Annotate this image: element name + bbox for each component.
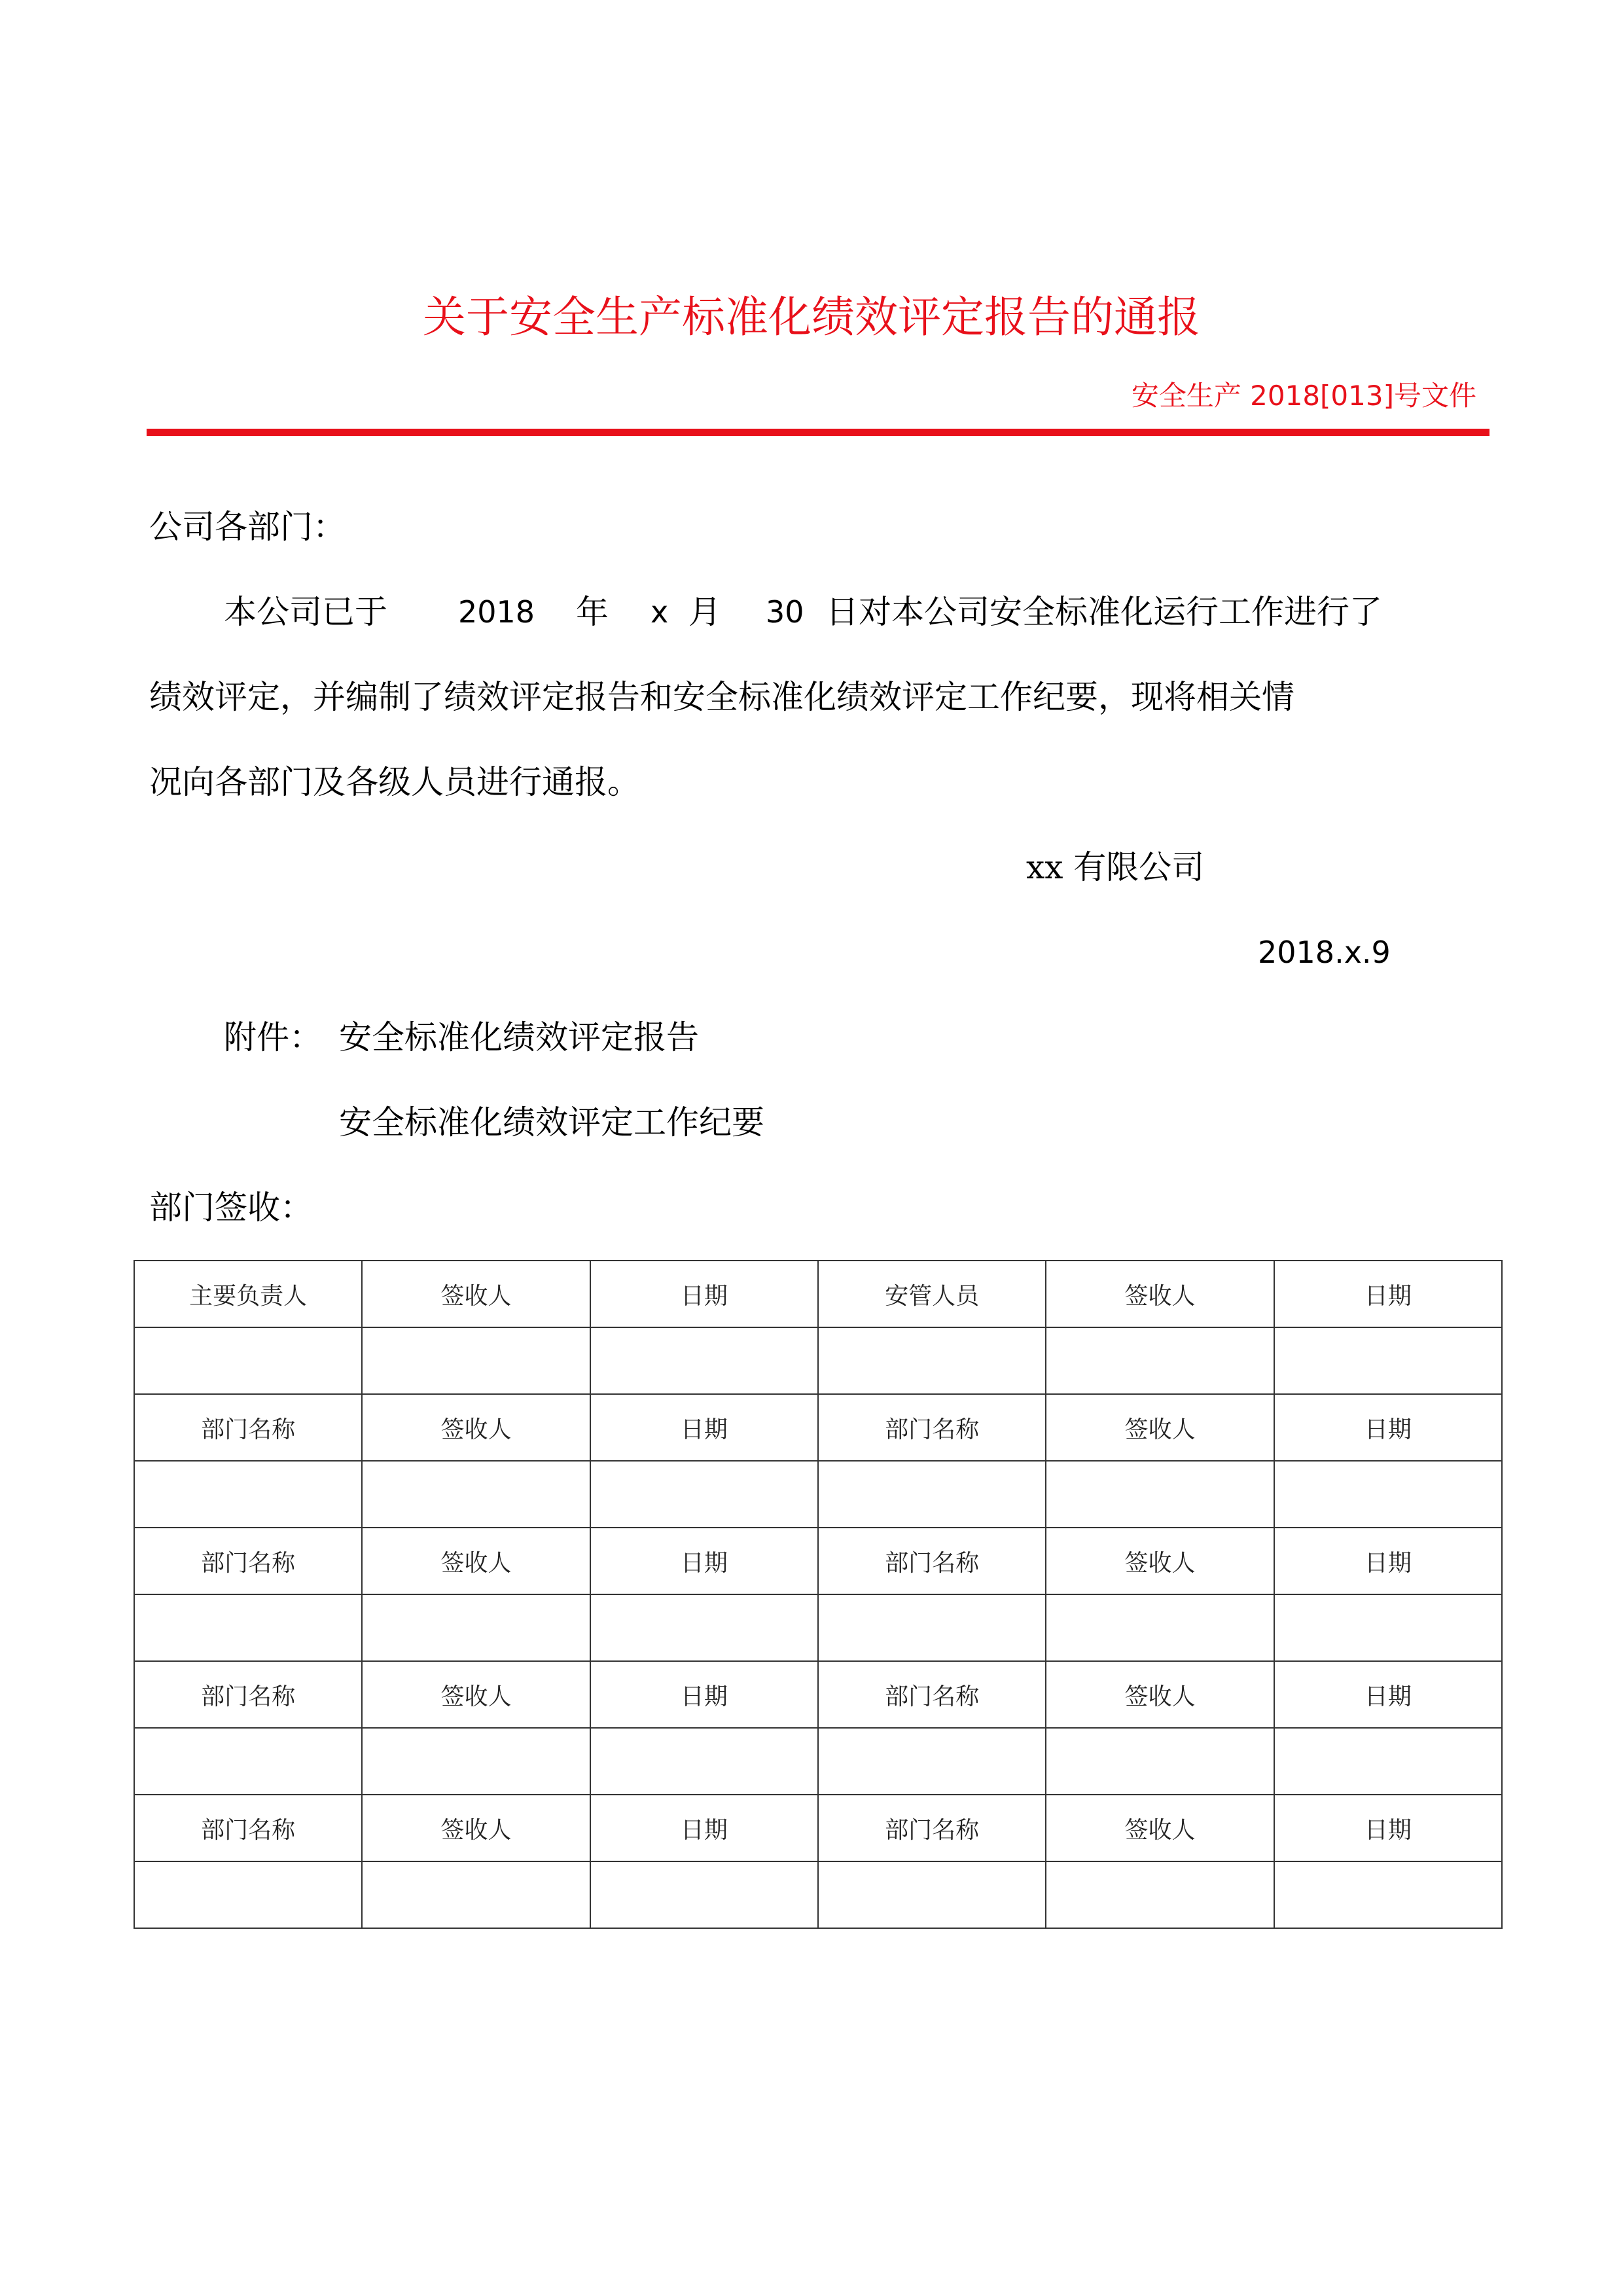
table-header-cell: 部门名称: [134, 1795, 362, 1861]
body-line-1-prefix: 本公司已于: [224, 593, 387, 631]
signature-blank-cell[interactable]: [590, 1327, 818, 1394]
attachments-label: 附件：: [224, 1018, 322, 1056]
table-header-cell: 部门名称: [134, 1661, 362, 1728]
table-header-cell: 主要负责人: [134, 1261, 362, 1327]
table-header-row: [134, 1528, 1502, 1594]
signature-blank-cell[interactable]: [134, 1327, 362, 1394]
signature-table: [134, 1260, 1503, 1929]
table-header-cell: 签收人: [362, 1661, 590, 1728]
signature-blank-cell[interactable]: [1046, 1728, 1274, 1795]
table-header-cell: 部门名称: [818, 1795, 1046, 1861]
attachment-item-1: 安全标准化绩效评定报告: [339, 1018, 699, 1056]
body-line-2: 绩效评定，并编制了绩效评定报告和安全标准化绩效评定工作纪要，现将相关情: [149, 678, 1294, 716]
signature-blank-cell[interactable]: [590, 1728, 818, 1795]
signature-blank-cell[interactable]: [362, 1461, 590, 1528]
table-header-cell: 部门名称: [818, 1661, 1046, 1728]
signature-blank-cell[interactable]: [1046, 1861, 1274, 1928]
table-header-cell: 日期: [590, 1394, 818, 1461]
table-blank-row: [134, 1861, 1502, 1928]
table-header-cell: 签收人: [1046, 1795, 1274, 1861]
table-blank-row: [134, 1728, 1502, 1795]
table-blank-row: [134, 1594, 1502, 1661]
table-header-cell: 部门名称: [134, 1394, 362, 1461]
table-header-row: [134, 1394, 1502, 1461]
salutation: 公司各部门：: [149, 508, 346, 546]
signature-blank-cell[interactable]: [1274, 1594, 1502, 1661]
body-year: 2018: [458, 594, 535, 630]
table-header-cell: 日期: [590, 1795, 818, 1861]
table-header-cell: 签收人: [362, 1261, 590, 1327]
table-header-cell: 签收人: [1046, 1661, 1274, 1728]
table-header-cell: 部门名称: [134, 1528, 362, 1594]
signature-blank-cell[interactable]: [1046, 1327, 1274, 1394]
signature-blank-cell[interactable]: [134, 1728, 362, 1795]
table-header-cell: 日期: [1274, 1661, 1502, 1728]
body-month-label: 月: [688, 593, 721, 631]
red-divider: [147, 429, 1489, 436]
document-number: 安全生产 2018[013]号文件: [1131, 380, 1476, 412]
signature-blank-cell[interactable]: [1274, 1461, 1502, 1528]
signature-blank-cell[interactable]: [134, 1461, 362, 1528]
table-header-row: [134, 1661, 1502, 1728]
signature-blank-cell[interactable]: [1274, 1327, 1502, 1394]
signature-blank-cell[interactable]: [818, 1327, 1046, 1394]
signature-blank-cell[interactable]: [362, 1728, 590, 1795]
signature-blank-cell[interactable]: [362, 1327, 590, 1394]
signature-blank-cell[interactable]: [362, 1861, 590, 1928]
table-header-cell: 日期: [1274, 1528, 1502, 1594]
table-blank-row: [134, 1327, 1502, 1394]
signature-date: 2018.x.9: [1258, 935, 1391, 970]
table-header-cell: 日期: [1274, 1795, 1502, 1861]
table-header-cell: 签收人: [362, 1528, 590, 1594]
signature-blank-cell[interactable]: [134, 1594, 362, 1661]
signature-blank-cell[interactable]: [590, 1861, 818, 1928]
signature-company: xx 有限公司: [1026, 848, 1205, 886]
signature-blank-cell[interactable]: [818, 1728, 1046, 1795]
body-line-1-suffix: 日对本公司安全标准化运行工作进行了: [826, 593, 1382, 631]
body-year-label: 年: [576, 593, 609, 631]
signature-blank-cell[interactable]: [590, 1461, 818, 1528]
table-header-cell: 签收人: [1046, 1261, 1274, 1327]
table-header-cell: 日期: [1274, 1261, 1502, 1327]
table-header-cell: 日期: [590, 1661, 818, 1728]
table-header-cell: 部门名称: [818, 1394, 1046, 1461]
table-header-cell: 签收人: [362, 1394, 590, 1461]
signature-blank-cell[interactable]: [1274, 1861, 1502, 1928]
table-header-row: [134, 1795, 1502, 1861]
signature-blank-cell[interactable]: [1046, 1461, 1274, 1528]
table-header-cell: 部门名称: [818, 1528, 1046, 1594]
attachment-item-2: 安全标准化绩效评定工作纪要: [339, 1103, 764, 1141]
document-title: 关于安全生产标准化绩效评定报告的通报: [423, 292, 1200, 342]
table-header-cell: 日期: [1274, 1394, 1502, 1461]
signature-blank-cell[interactable]: [818, 1861, 1046, 1928]
table-header-cell: 签收人: [1046, 1528, 1274, 1594]
signature-blank-cell[interactable]: [590, 1594, 818, 1661]
table-header-cell: 日期: [590, 1528, 818, 1594]
table-header-cell: 签收人: [1046, 1394, 1274, 1461]
receipt-label: 部门签收：: [149, 1189, 313, 1227]
table-header-row: [134, 1261, 1502, 1327]
table-header-cell: 安管人员: [818, 1261, 1046, 1327]
table-header-cell: 签收人: [362, 1795, 590, 1861]
body-line-3: 况向各部门及各级人员进行通报。: [149, 763, 640, 801]
body-month: x: [651, 594, 669, 630]
signature-blank-cell[interactable]: [1046, 1594, 1274, 1661]
signature-blank-cell[interactable]: [818, 1594, 1046, 1661]
body-day: 30: [766, 594, 804, 630]
table-blank-row: [134, 1461, 1502, 1528]
signature-blank-cell[interactable]: [362, 1594, 590, 1661]
signature-blank-cell[interactable]: [1274, 1728, 1502, 1795]
signature-blank-cell[interactable]: [134, 1861, 362, 1928]
signature-blank-cell[interactable]: [818, 1461, 1046, 1528]
table-header-cell: 日期: [590, 1261, 818, 1327]
